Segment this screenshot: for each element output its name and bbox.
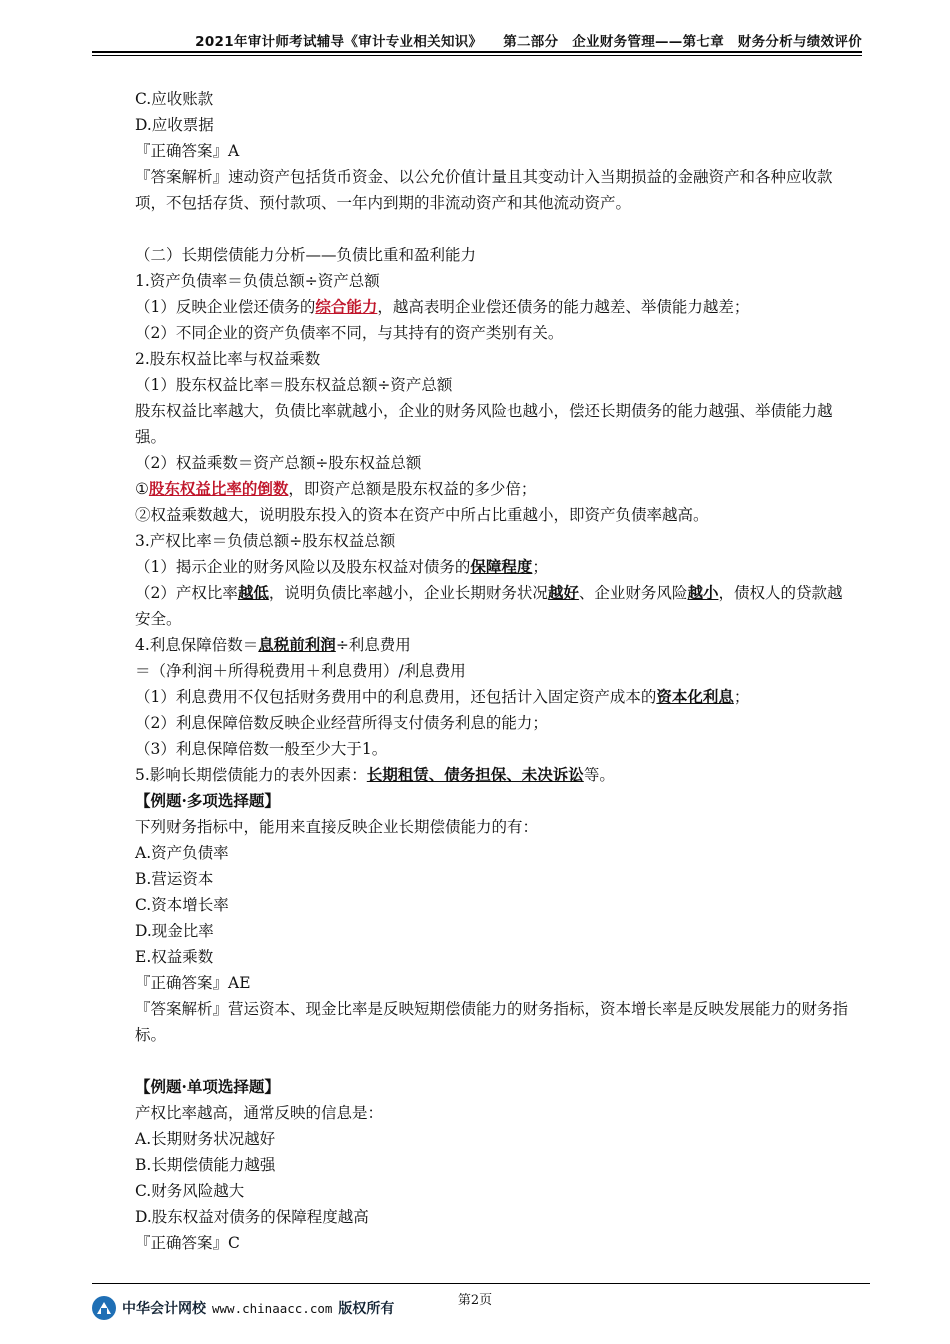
paragraph: 股东权益比率越大，负债比率就越小，企业的财务风险也越小，偿还长期债务的能力越强、举债能力越强。 xyxy=(135,402,833,446)
underlined-term: 资本化利息 xyxy=(656,687,734,706)
option-d: D.现金比率 xyxy=(135,922,214,940)
correct-answer: 『正确答案』A xyxy=(135,142,240,160)
point-line: （1）反映企业偿还债务的综合能力，越高表明企业偿还债务的能力越差、举债能力越差； xyxy=(135,297,750,316)
answer-explanation: 『答案解析』速动资产包括货币资金、以公允价值计量且其变动计入当期损益的金融资产和各种应收款项，不包括存货、预付款项、一年内到期的非流动资产和其他流动资产。 xyxy=(135,168,833,212)
example-heading: 【例题·多项选择题】 xyxy=(135,791,280,810)
option-a: A.长期财务状况越好 xyxy=(135,1130,276,1148)
question-stem: 产权比率越高，通常反映的信息是： xyxy=(135,1104,384,1122)
formula-equity-ratio: 3.产权比率＝负债总额÷股东权益总额 xyxy=(135,532,396,550)
option-d: D.股东权益对债务的保障程度越高 xyxy=(135,1208,369,1226)
underlined-term: 越低 xyxy=(237,583,269,602)
underlined-term: 长期租赁、债务担保、未决诉讼 xyxy=(366,765,584,784)
subheading: 2.股东权益比率与权益乘数 xyxy=(135,350,321,368)
page-number: 第2页 xyxy=(457,1293,493,1308)
option-c: C.财务风险越大 xyxy=(135,1182,245,1200)
example-heading: 【例题·单项选择题】 xyxy=(135,1077,280,1096)
point-line: ①股东权益比率的倒数，即资产总额是股东权益的多少倍； xyxy=(135,479,537,498)
option-b: B.营运资本 xyxy=(135,870,214,888)
option-a: A.资产负债率 xyxy=(135,844,229,862)
footer-divider xyxy=(92,1283,870,1284)
section-heading: （二）长期偿债能力分析——负债比重和盈利能力 xyxy=(135,246,477,264)
underlined-term: 保障程度 xyxy=(470,557,533,576)
document-body xyxy=(135,86,855,1256)
header-divider-thin xyxy=(92,55,862,56)
point-line: （3）利息保障倍数一般至少大于1。 xyxy=(135,740,388,758)
underlined-term: 越好 xyxy=(547,583,579,602)
underlined-term: 息税前利润 xyxy=(258,635,336,654)
brand-name: 中华会计网校 xyxy=(122,1301,206,1317)
point-line: （1）利息费用不仅包括财务费用中的利息费用，还包括计入固定资产成本的资本化利息； xyxy=(135,687,750,706)
underlined-term: 越小 xyxy=(687,583,719,602)
question-stem: 下列财务指标中，能用来直接反映企业长期偿债能力的有： xyxy=(135,818,539,836)
formula-line: （2）权益乘数＝资产总额÷股东权益总额 xyxy=(135,454,422,472)
point-line: （2）利息保障倍数反映企业经营所得支付债务利息的能力； xyxy=(135,714,548,732)
header-divider xyxy=(92,51,862,53)
answer-explanation: 『答案解析』营运资本、现金比率是反映短期偿债能力的财务指标，资本增长率是反映发展能力的财务指标。 xyxy=(135,1000,849,1044)
point-line: （2）产权比率越低，说明负债比率越小，企业长期财务状况越好、企业财务风险越小，债权人的贷款越安全。 xyxy=(135,583,843,628)
point-line: （2）不同企业的资产负债率不同，与其持有的资产类别有关。 xyxy=(135,324,564,342)
copyright-text: 版权所有 xyxy=(338,1301,395,1317)
formula-interest-coverage: 4.利息保障倍数＝息税前利润÷利息费用 xyxy=(135,635,411,654)
option-d: D.应收票据 xyxy=(135,116,214,134)
highlight-term: 综合能力 xyxy=(315,297,378,316)
page-header: 2021年审计师考试辅导《审计专业相关知识》 第二部分 企业财务管理——第七章 财务分析与绩效评价 xyxy=(195,34,862,50)
correct-answer: 『正确答案』AE xyxy=(135,974,251,992)
option-b: B.长期偿债能力越强 xyxy=(135,1156,276,1174)
footer-brand xyxy=(92,1294,394,1322)
brand-url: www.chinaacc.com xyxy=(212,1300,333,1316)
point-line: ②权益乘数越大，说明股东投入的资本在资产中所占比重越小，即资产负债率越高。 xyxy=(135,506,709,524)
correct-answer: 『正确答案』C xyxy=(135,1234,240,1252)
option-e: E.权益乘数 xyxy=(135,948,214,966)
formula-line: （1）股东权益比率＝股东权益总额÷资产总额 xyxy=(135,376,453,394)
option-c: C.资本增长率 xyxy=(135,896,229,914)
formula-line: ＝（净利润＋所得税费用＋利息费用）/利息费用 xyxy=(135,662,466,680)
point-line: （1）揭示企业的财务风险以及股东权益对债务的保障程度； xyxy=(135,557,548,576)
brand-logo-icon xyxy=(92,1296,116,1320)
option-c: C.应收账款 xyxy=(135,90,214,108)
formula-debt-ratio: 1.资产负债率＝负债总额÷资产总额 xyxy=(135,272,380,290)
point-line: 5.影响长期偿债能力的表外因素：长期租赁、债务担保、未决诉讼等。 xyxy=(135,765,615,784)
highlight-term: 股东权益比率的倒数 xyxy=(148,479,289,498)
